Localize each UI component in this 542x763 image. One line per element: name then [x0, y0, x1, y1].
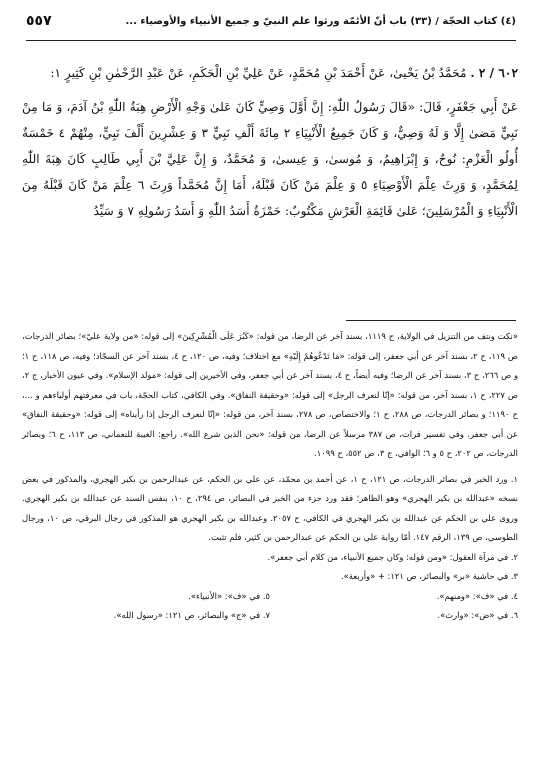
running-header [26, 12, 516, 41]
footnote-7: ٧. في «ج» والبصائر، ص ١٢١: «رسول الله». [113, 610, 270, 620]
page-number: ٥٥٧ [26, 13, 52, 29]
footnote-6: ٦. في «ض»: «وارث». [437, 610, 518, 620]
footnotes-section [22, 327, 518, 626]
header-title: (٤) كتاب الحجّة / (٣٣) باب أنّ الأئمّة ورثوا علم النبيّ و جميع الأنبياء والأوصياء ... [125, 16, 516, 27]
hadith-isnad [22, 60, 518, 86]
footnote-4: ٤. في «ف»: «ومنهم». [436, 590, 518, 601]
footnote-divider [346, 320, 516, 321]
footnote-3: ٣. في حاشية «بر» والبصائر، ص ١٢١: + «وأربعة». [341, 571, 518, 581]
hadith-number: ٦٠٢ / ٢ . [470, 66, 518, 80]
footnote-row [22, 587, 518, 607]
footnote-2: ٢. في مرآة العقول: «ومن قوله: وكان جميع الأنبياء، من كلام أبي جعفر». [267, 551, 518, 562]
main-text [22, 60, 518, 224]
footnote-1: ١. ورد الخبر في بصائر الدرجات، ص ١٢١، ح ١، عن أحمد بن محمّد، عن علي بن الحكم، عن عبدالرحمن بن بكير الهجري، والمذكور في بعض نسخه «عبدالله بن بكير الهجري» وهو الظاهر؛ فقد ورد جزء من الخبر في البصائر، ص ٢٩٤، ح ١٠، بنفس السند عن عبدالله بن بكير الهجري. وروى علي بن الحكم عن عبدالله بن بكير الهجري في الكافي، ح ٢٠٥٧. وعبدالله بن بكير الهجري هو المذكور في رجال البرقي، ص ١٠، ورجال الطوسي، ص ١٣٩، الرقم ١٤٧. أمّا رواية علي بن الحكم عن عبدالرحمن بن كثير، فلم تثبت. [22, 473, 519, 542]
hadith-matn: عَنْ أَبِي جَعْفَرٍ، قَالَ: «قَالَ رَسُولُ اللّٰهِ: إِنَّ أَوَّلَ وَصِيٍّ كَانَ عَلىٰ وَجْهِ الْأَرْضِ هِبَةُ اللّٰهِ بْنُ آدَمَ، وَ مَا مِنْ نَبِيٍّ مَضىٰ إِلَّا وَ لَهُ وَصِيٌّ، وَ كَانَ جَمِيعُ الْأَنْبِيَاءِ ٢ مِائَةَ أَلْفِ نَبِيٍّ ٣ وَ عِشْرِينَ أَلْفَ نَبِيٍّ، مِنْهُمْ ٤ خَمْسَةٌ أُولُو الْعَزْمِ: نُوحٌ، وَ إِبْرَاهِيمُ، وَ مُوسىٰ، وَ عِيسىٰ، وَ مُحَمَّدٌ، وَ إِنَّ عَلِيَّ بْنَ أَبِي طَالِبٍ كَانَ هِبَةَ اللّٰهِ لِمُحَمَّدٍ، وَ وَرِثَ عِلْمَ الْأَوْصِيَاءِ ٥ وَ عِلْمَ مَنْ كَانَ قَبْلَهُ، أَمَا إِنَّ مُحَمَّداً وَرِثَ ٦ عِلْمَ مَنْ كَانَ قَبْلَهُ مِنَ الْأَنْبِيَاءِ وَ الْمُرْسَلِينَ؛ عَلىٰ قَائِمَةِ الْعَرْشِ مَكْتُوبٌ: حَمْزَةُ أَسَدُ اللّٰهِ وَ أَسَدُ رَسُولِهِ ٧ وَ سَيِّدُ [22, 100, 518, 218]
isnad-text: مُحَمَّدُ بْنُ يَحْيىٰ، عَنْ أَحْمَدَ بْنِ مُحَمَّدٍ، عَنْ عَلِيِّ بْنِ الْحَكَمِ، عَنْ عَبْدِ الرَّحْمٰنِ بْنِ كَثِيرٍ ١: [50, 66, 467, 80]
footnote-row [22, 606, 518, 626]
sources-note: «نكت ونتف من التنزيل في الولاية، ح ١١١٩، بسند آخر عن الرضا، من قوله: «كَبُرَ عَلَى الْمُشْرِكِينَ» إلى قوله: «من ولاية عليّ»؛ بصائر الدرجات، ص ١١٩، ح ٢، بسند آخر عن أبي جعفر، إلى قوله: «مَا تَدْعُوهُمْ إِلَيْهِ» مع اختلاف؛ وفيه، ص ١٢٠، ح ٤، بسند آخر عن السجّاد؛ وفيه، ص ١١٨، ح ١؛ و ص ٢٦٦، ح ٣، بسند آخر عن الرضا؛ وفيه أيضاً، ح ٤، بسند آخر عن أبي جعفر، وفي الأخيرين إلى قوله: «مولد الإسلام». وفي عيون الأخبار، ج ٢، ص ٢٢٧، ح ١، بسند آخر، من قوله: «إنّا لنعرف الرجل» إلى قوله: «وحقيقة النفاق». وفي الكافي، كتاب الحجّة، باب في معرفتهم أولياءهم و ...، ح ١١٩٠؛ و بصائر الدرجات، ص ٢٨٨، ح ١؛ والاختصاص، ص ٢٧٨، بسند آخر، من قوله: «إنّا لنعرف الرجل إذا رأيناه» إلى قوله: «وحقيقة النفاق» عن أبي جعفر. وفي تفسير فرات، ص ٣٨٧ مرسلاً عن الرضا، من قوله: «نحن الذين شرع الله». راجع: الغيبة للنعماني، ص ١١٣، ح ٦؛ وبصائر الدرجات، ص ٢٠٢، ح ٥ و ٦؛ الوافي، ج ٣، ص ٥٥٢، ح ١٠٩٩. [22, 331, 519, 458]
footnote-5: ٥. في «ف»: «الأنبياء». [188, 590, 270, 601]
